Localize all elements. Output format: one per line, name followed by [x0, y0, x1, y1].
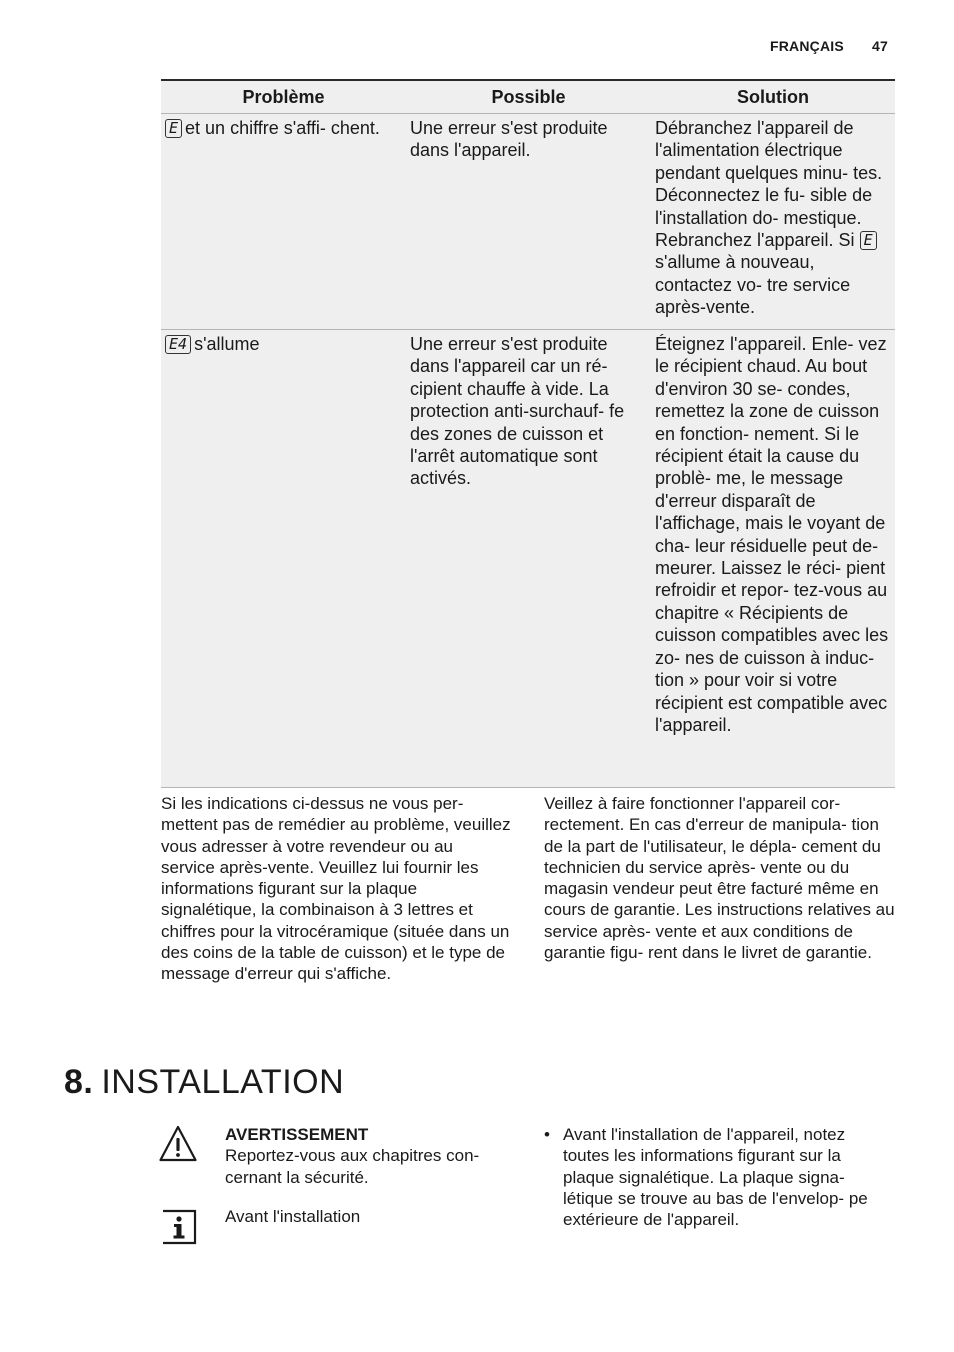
error-code-display: E [165, 119, 182, 138]
troubleshooting-table [161, 79, 895, 788]
error-code-display: E4 [165, 335, 191, 354]
problem-text: s'allume [194, 334, 260, 354]
problem-text: et un chiffre s'affi- chent. [185, 118, 380, 138]
column-header-cause: Possible [406, 80, 651, 114]
cause-cell: Une erreur s'est produite dans l'appareil car un ré- cipient chauffe à vide. La protection anti-surchauf- fe des zones de cuisson et l'arrêt automatique sont activés. [406, 330, 651, 788]
note-left-paragraph: Si les indications ci-dessus ne vous per- mettent pas de remédier au problème, veuillez vous adresser à votre revendeur ou au service après-vente. Veuillez lui fournir les informations figurant sur la plaque signalétique, la combinaison à 3 lettres et chiffres pour la vitrocéramique (située dans un des coins de la table de cuisson) et le type de message d'erreur qui s'affiche. [161, 794, 511, 984]
chapter-number: 8. [64, 1063, 94, 1101]
note-right-paragraph: Veillez à faire fonctionner l'appareil cor- rectement. En cas d'erreur de manipula- tion de la part de l'utilisateur, le dépla- cement du technicien du service après- vente ou du magasin vendeur peut être facturé même en cours de garantie. Les instructions relatives au service après- vente et aux conditions de garantie figu- rent dans le livret de garantie. [544, 794, 895, 963]
bullet-marker: • [544, 1125, 550, 1144]
table-header-row [161, 80, 895, 114]
warning-triangle-icon [158, 1124, 198, 1164]
warning-text: Reportez-vous aux chapitres con- cernant la sécurité. [225, 1146, 480, 1187]
info-icon [160, 1208, 198, 1246]
solution-cell [651, 114, 895, 330]
warning-title: AVERTISSEMENT [225, 1125, 369, 1144]
cause-cell: Une erreur s'est produite dans l'appareil. [406, 114, 651, 330]
chapter-title: INSTALLATION [101, 1063, 345, 1101]
warning-text-block [225, 1124, 517, 1188]
chapter-heading [64, 1063, 344, 1102]
page-header [770, 38, 888, 54]
column-header-problem: Problème [161, 80, 406, 114]
solution-text-after: s'allume à nouveau, contactez vo- tre service après-vente. [655, 252, 851, 318]
language-label: FRANÇAIS [769, 38, 844, 54]
problem-cell [161, 114, 406, 330]
column-header-solution: Solution [651, 80, 895, 114]
page-number: 47 [872, 38, 888, 54]
problem-cell [161, 330, 406, 788]
list-item [544, 1124, 894, 1230]
table-row [161, 114, 895, 330]
table-row [161, 330, 895, 788]
list-item-text: Avant l'installation de l'appareil, notez toutes les informations figurant sur la plaque signalétique. La plaque signa- létique se trouve au bas de l'envelop- pe extérieure de l'appareil. [563, 1125, 868, 1230]
solution-cell: Éteignez l'appareil. Enle- vez le récipient chaud. Au bout d'environ 30 se- condes, remettez la zone de cuisson en fonction- nement. Si le récipient était la cause du problè- me, le message d'erreur disparaît de l'affichage, mais le voyant de cha- leur résiduelle peut de- meurer. Laissez le réci- pient refroidir et repor- tez-vous au chapitre « Récipients de cuisson compatibles avec les zo- nes de cuisson à induc- tion » pour voir si votre récipient est compatible avec l'appareil. [651, 330, 895, 788]
solution-text-before: Débranchez l'appareil de l'alimentation électrique pendant quelques minu- tes. Déconnectez le fu- sible de l'installation do- mestique. Rebranchez l'appareil. Si [655, 118, 883, 251]
installation-bullet-list [544, 1124, 894, 1230]
info-text: Avant l'installation [225, 1207, 361, 1226]
error-code-display: E [860, 231, 877, 250]
